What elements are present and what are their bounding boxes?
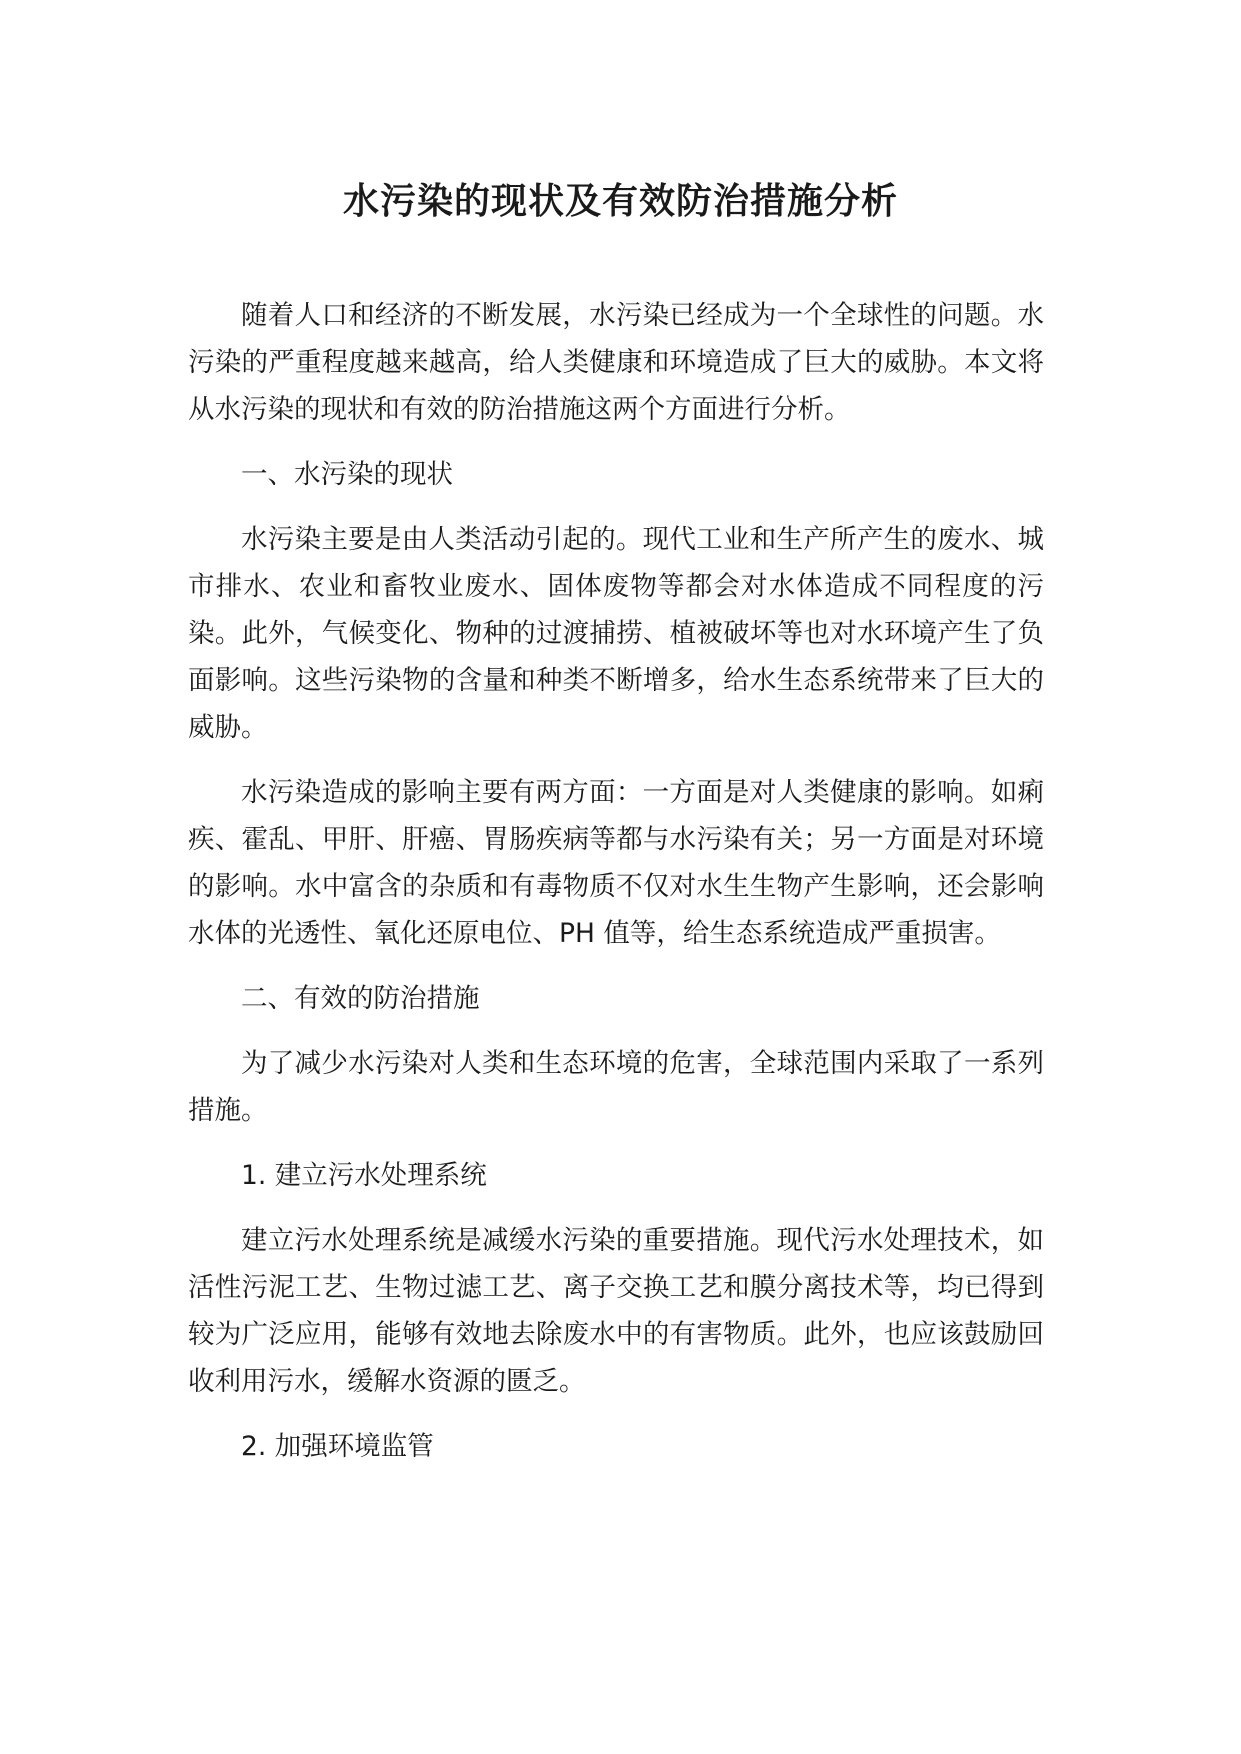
paragraph-impact: 水污染造成的影响主要有两方面：一方面是对人类健康的影响。如痢疾、霍乱、甲肝、肝癌、胃肠疾病等都与水污染有关；另一方面是对环境的影响。水中富含的杂质和有毒物质不仅对水生生物产生影响，还会影响水体的光透性、氧化还原电位、PH 值等，给生态系统造成严重损害。 [188,777,1044,949]
paragraph-status: 水污染主要是由人类活动引起的。现代工业和生产所产生的废水、城市排水、农业和畜牧业废水、固体废物等都会对水体造成不同程度的污染。此外，气候变化、物种的过渡捕捞、植被破坏等也对水环境产生了负面影响。这些污染物的含量和种类不断增多，给水生态系统带来了巨大的威胁。 [188,524,1044,743]
paragraph-measures-intro: 为了减少水污染对人类和生态环境的危害，全球范围内采取了一系列措施。 [188,1048,1044,1126]
document-body [188,292,1044,1470]
section-heading-2: 二、有效的防治措施 [241,983,480,1014]
document-title: 水污染的现状及有效防治措施分析 [342,181,898,222]
paragraph-intro: 随着人口和经济的不断发展，水污染已经成为一个全球性的问题。水污染的严重程度越来越高，给人类健康和环境造成了巨大的威胁。本文将从水污染的现状和有效的防治措施这两个方面进行分析。 [188,300,1044,425]
section-heading-1: 一、水污染的现状 [241,459,453,490]
subheading-1: 1. 建立污水处理系统 [241,1160,487,1191]
paragraph-sewage: 建立污水处理系统是减缓水污染的重要措施。现代污水处理技术，如活性污泥工艺、生物过滤工艺、离子交换工艺和膜分离技术等，均已得到较为广泛应用，能够有效地去除废水中的有害物质。此外，也应该鼓励回收利用污水，缓解水资源的匮乏。 [188,1225,1044,1397]
subheading-2: 2. 加强环境监管 [241,1431,434,1462]
